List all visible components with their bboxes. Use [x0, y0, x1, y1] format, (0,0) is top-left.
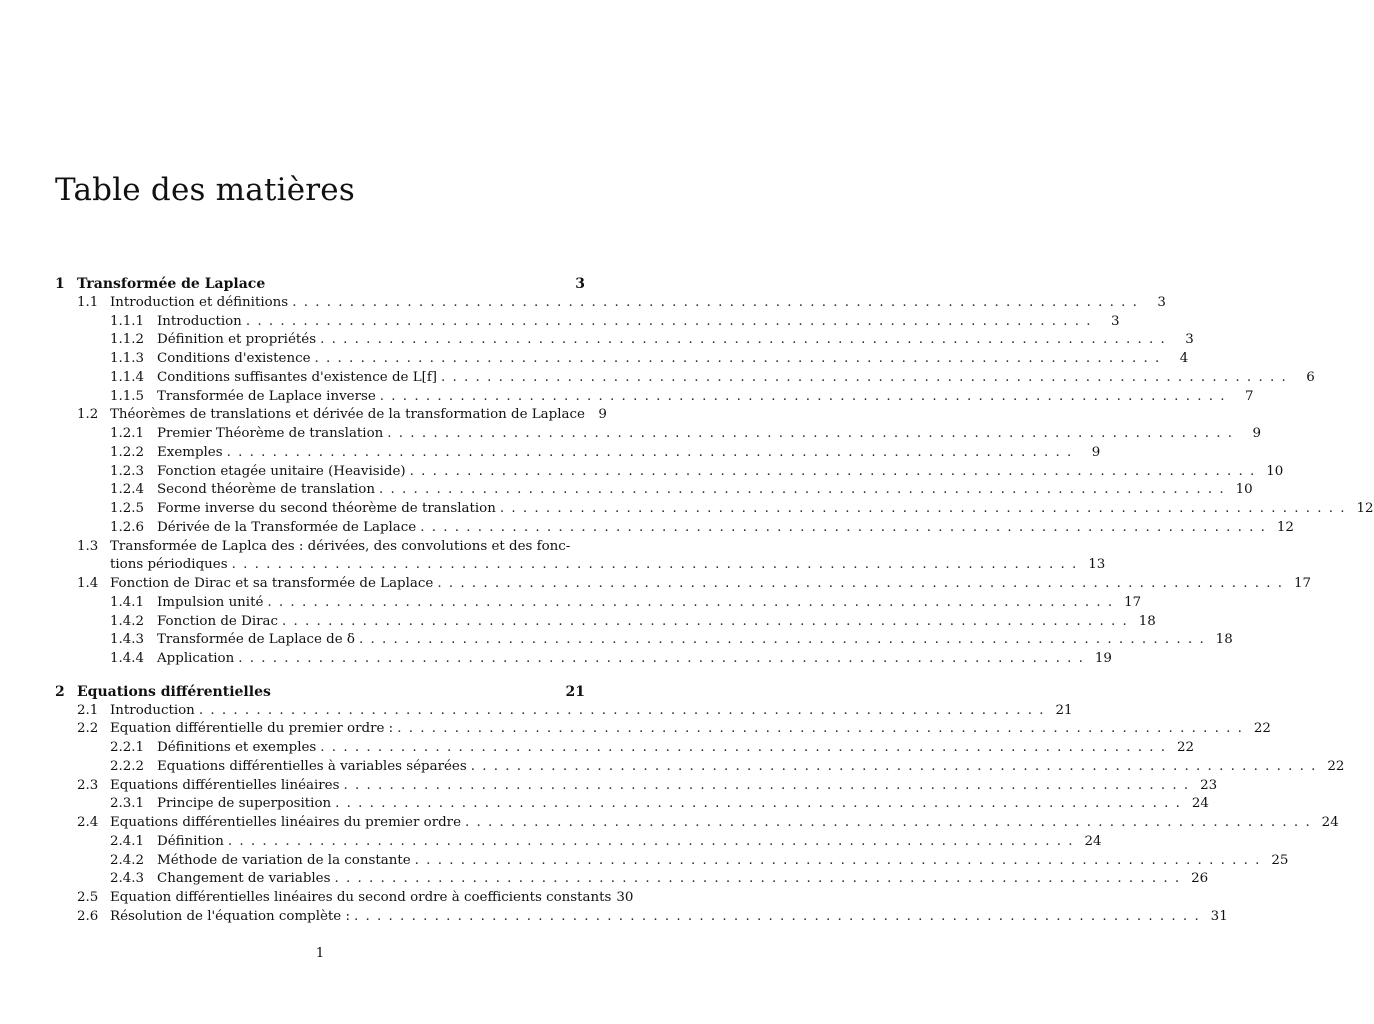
entry-number: 2 [55, 683, 65, 700]
entry-number: 1.4.3 [110, 632, 145, 648]
dot-leader [420, 519, 1266, 538]
entry-page-number: 25 [1271, 852, 1289, 868]
dot-leader [292, 294, 1138, 313]
toc-subsection-2.2.1[interactable] [55, 739, 1195, 758]
entry-number: 2.2.2 [110, 758, 145, 774]
entry-number: 2.2 [77, 721, 99, 737]
entry-number: 1.2.1 [110, 426, 145, 441]
toc-subsection-1.4.3[interactable] [55, 631, 1233, 650]
entry-number: 1.3 [77, 538, 99, 554]
entry-number: 2.5 [77, 890, 99, 905]
entry-number: 1.1.2 [110, 332, 145, 348]
toc-subsection-1.1.3[interactable] [55, 350, 1189, 369]
entry-page-number: 6 [1306, 369, 1315, 385]
dot-leader [320, 739, 1166, 758]
entry-title: Fonction de Dirac [157, 613, 279, 629]
entry-page-number: 30 [616, 890, 634, 905]
dot-leader [359, 631, 1205, 650]
entry-title: Forme inverse du second théorème de translation [157, 501, 496, 516]
entry-title: Conditions suffisantes d'existence de L[f] [157, 369, 438, 385]
dot-leader [437, 575, 1283, 594]
dot-leader [227, 444, 1073, 463]
entry-title: Transformée de Laplace de δ [157, 632, 355, 648]
toc-section-1.3[interactable] [55, 538, 585, 557]
toc-subsection-2.4.1[interactable] [55, 833, 1102, 852]
entry-title: Introduction [157, 313, 242, 329]
dot-leader [397, 720, 1243, 739]
toc-section-2.1[interactable] [55, 702, 1073, 721]
dot-leader [282, 613, 1128, 632]
entry-title: Introduction et définitions [110, 294, 289, 310]
entry-number: 1.4.4 [110, 651, 145, 666]
page-title: Table des matières [55, 172, 355, 208]
entry-title: Transformée de Laplca des : dérivées, des convolutions et des fonc- [110, 538, 571, 554]
entry-title: Equation différentielles linéaires du second ordre à coefficients constants [110, 890, 612, 905]
entry-page-number: 17 [1124, 594, 1142, 610]
dot-leader [320, 331, 1166, 350]
dot-leader [410, 463, 1256, 482]
toc-subsection-1.2.2[interactable] [55, 444, 1101, 463]
toc-subsection-1.2.5[interactable] [55, 500, 1374, 519]
entry-title: Premier Théorème de translation [157, 426, 384, 441]
dot-leader [441, 369, 1287, 388]
entry-page-number: 21 [565, 683, 585, 700]
toc-section-2.6[interactable] [55, 908, 1228, 927]
toc-subsection-1.2.1[interactable] [55, 425, 1261, 444]
entry-page-number: 22 [1327, 758, 1345, 774]
toc-subsection-1.4.4[interactable] [55, 650, 1112, 669]
toc-section-1.4[interactable] [55, 575, 1312, 594]
entry-number: 2.3 [77, 777, 99, 793]
entry-page-number: 24 [1191, 796, 1209, 812]
dot-leader [315, 350, 1161, 369]
dot-leader [387, 425, 1233, 444]
dot-leader [267, 594, 1113, 613]
toc-subsection-1.2.6[interactable] [55, 519, 1294, 538]
entry-number: 2.1 [77, 702, 99, 718]
entry-page-number: 12 [1356, 501, 1374, 516]
toc-subsection-1.1.1[interactable] [55, 313, 1120, 332]
page-number: 1 [315, 946, 325, 961]
dot-leader [232, 556, 1078, 575]
entry-number: 2.6 [77, 908, 99, 924]
entry-number: 1.2.3 [110, 463, 145, 479]
entry-page-number: 18 [1215, 632, 1233, 648]
toc-chapter-1[interactable] [55, 275, 585, 294]
toc-subsection-2.3.1[interactable] [55, 795, 1209, 814]
entry-page-number: 24 [1084, 833, 1102, 849]
entry-page-number: 9 [598, 407, 607, 423]
entry-number: 2.4 [77, 815, 99, 830]
entry-page-number: 19 [1094, 651, 1112, 666]
entry-title: Conditions d'existence [157, 351, 311, 366]
entry-title: Equation différentielle du premier ordre : [110, 721, 394, 737]
entry-number: 1.1.3 [110, 351, 145, 366]
entry-page-number: 9 [1252, 426, 1261, 441]
entry-title: Impulsion unité [157, 594, 264, 610]
entry-page-number: 23 [1200, 777, 1218, 793]
dot-leader [334, 870, 1180, 889]
entry-page-number: 3 [1157, 294, 1166, 310]
toc-subsection-1.2.3[interactable] [55, 463, 1284, 482]
entry-number: 2.4.2 [110, 852, 145, 868]
entry-title: Définitions et exemples [157, 740, 317, 755]
toc-section-2.5[interactable] [55, 889, 634, 908]
entry-number: 1 [55, 276, 65, 292]
toc-subsection-1.4.2[interactable] [55, 613, 1156, 632]
toc-section-2.2[interactable] [55, 720, 1271, 739]
entry-title: Second théorème de translation [157, 482, 375, 498]
entry-title: tions périodiques [110, 557, 228, 573]
entry-title: Changement de variables [157, 871, 331, 887]
entry-page-number: 18 [1138, 613, 1156, 629]
entry-page-number: 31 [1210, 908, 1228, 924]
entry-title: Fonction de Dirac et sa transformée de Laplace [110, 576, 434, 591]
dot-leader [228, 833, 1074, 852]
entry-title: Equations différentielles linéaires du premier ordre [110, 815, 461, 830]
entry-page-number: 12 [1276, 519, 1294, 535]
toc-subsection-2.4.2[interactable] [55, 852, 1289, 871]
entry-title: Equations différentielles à variables séparées [157, 758, 467, 774]
table-of-contents [55, 275, 1374, 927]
entry-page-number: 10 [1235, 482, 1253, 498]
entry-number: 1.2 [77, 407, 99, 423]
entry-number: 1.2.6 [110, 519, 145, 535]
entry-page-number: 4 [1179, 351, 1189, 366]
entry-page-number: 10 [1266, 463, 1284, 479]
entry-number: 2.3.1 [110, 796, 145, 812]
entry-page-number: 17 [1293, 576, 1312, 591]
toc-subsection-1.2.4[interactable] [55, 481, 1253, 500]
entry-page-number: 22 [1253, 721, 1271, 737]
entry-page-number: 24 [1321, 815, 1339, 830]
entry-number: 1.1.4 [110, 369, 145, 385]
toc-section-1.3-cont[interactable] [55, 556, 1106, 575]
toc-chapter-2[interactable] [55, 683, 585, 702]
entry-title: Définition et propriétés [157, 332, 317, 348]
entry-number: 1.2.5 [110, 501, 145, 516]
dot-leader [238, 650, 1084, 669]
entry-number: 1.2.4 [110, 482, 145, 498]
dot-leader [415, 852, 1261, 871]
dot-leader [500, 500, 1346, 519]
toc-section-1.2[interactable] [55, 406, 607, 425]
dot-leader [199, 702, 1045, 721]
toc-section-1.1[interactable] [55, 294, 1166, 313]
dot-leader [343, 777, 1189, 796]
entry-page-number: 21 [1055, 702, 1073, 718]
entry-number: 1.4.1 [110, 594, 145, 610]
toc-subsection-1.4.1[interactable] [55, 594, 1142, 613]
toc-subsection-1.1.2[interactable] [55, 331, 1194, 350]
entry-page-number: 9 [1091, 444, 1101, 460]
dot-leader [465, 814, 1311, 833]
dot-leader [246, 313, 1092, 332]
entry-number: 1.1.5 [110, 388, 145, 404]
entry-number: 1.1 [77, 294, 99, 310]
toc-subsection-2.2.2[interactable] [55, 758, 1345, 777]
entry-title: Méthode de variation de la constante [157, 852, 411, 868]
toc-section-2.3[interactable] [55, 777, 1218, 796]
entry-number: 1.2.2 [110, 444, 145, 460]
entry-number: 2.2.1 [110, 740, 145, 755]
entry-number: 2.4.1 [110, 833, 145, 849]
entry-number: 1.1.1 [110, 313, 145, 329]
toc-subsection-1.1.5[interactable] [55, 388, 1254, 407]
dot-leader [379, 481, 1225, 500]
dot-leader [354, 908, 1200, 927]
entry-title: Dérivée de la Transformée de Laplace [157, 519, 417, 535]
entry-title: Equations différentielles [77, 683, 271, 700]
toc-subsection-2.4.3[interactable] [55, 870, 1209, 889]
entry-number: 1.4 [77, 576, 99, 591]
entry-page-number: 3 [1111, 313, 1120, 329]
entry-title: Résolution de l'équation complète : [110, 908, 350, 924]
toc-subsection-1.1.4[interactable] [55, 369, 1315, 388]
entry-page-number: 22 [1176, 740, 1195, 755]
entry-number: 2.4.3 [110, 871, 145, 887]
entry-title: Introduction [110, 702, 195, 718]
entry-title: Fonction etagée unitaire (Heaviside) [157, 463, 406, 479]
entry-title: Transformée de Laplace inverse [157, 388, 376, 404]
dot-leader [471, 758, 1317, 777]
dot-leader [335, 795, 1181, 814]
entry-title: Transformée de Laplace [77, 276, 266, 292]
entry-page-number: 13 [1088, 557, 1106, 573]
entry-page-number: 7 [1244, 388, 1254, 404]
entry-page-number: 3 [1185, 332, 1194, 348]
entry-number: 1.4.2 [110, 613, 145, 629]
entry-title: Théorèmes de translations et dérivée de la transformation de Laplace [110, 407, 585, 423]
entry-title: Equations différentielles linéaires [110, 777, 340, 793]
entry-title: Définition [157, 833, 224, 849]
entry-page-number: 26 [1191, 871, 1209, 887]
entry-title: Principe de superposition [157, 796, 332, 812]
toc-section-2.4[interactable] [55, 814, 1339, 833]
dot-leader [380, 388, 1226, 407]
entry-page-number: 3 [575, 276, 585, 292]
entry-title: Application [157, 651, 235, 666]
entry-title: Exemples [157, 444, 223, 460]
